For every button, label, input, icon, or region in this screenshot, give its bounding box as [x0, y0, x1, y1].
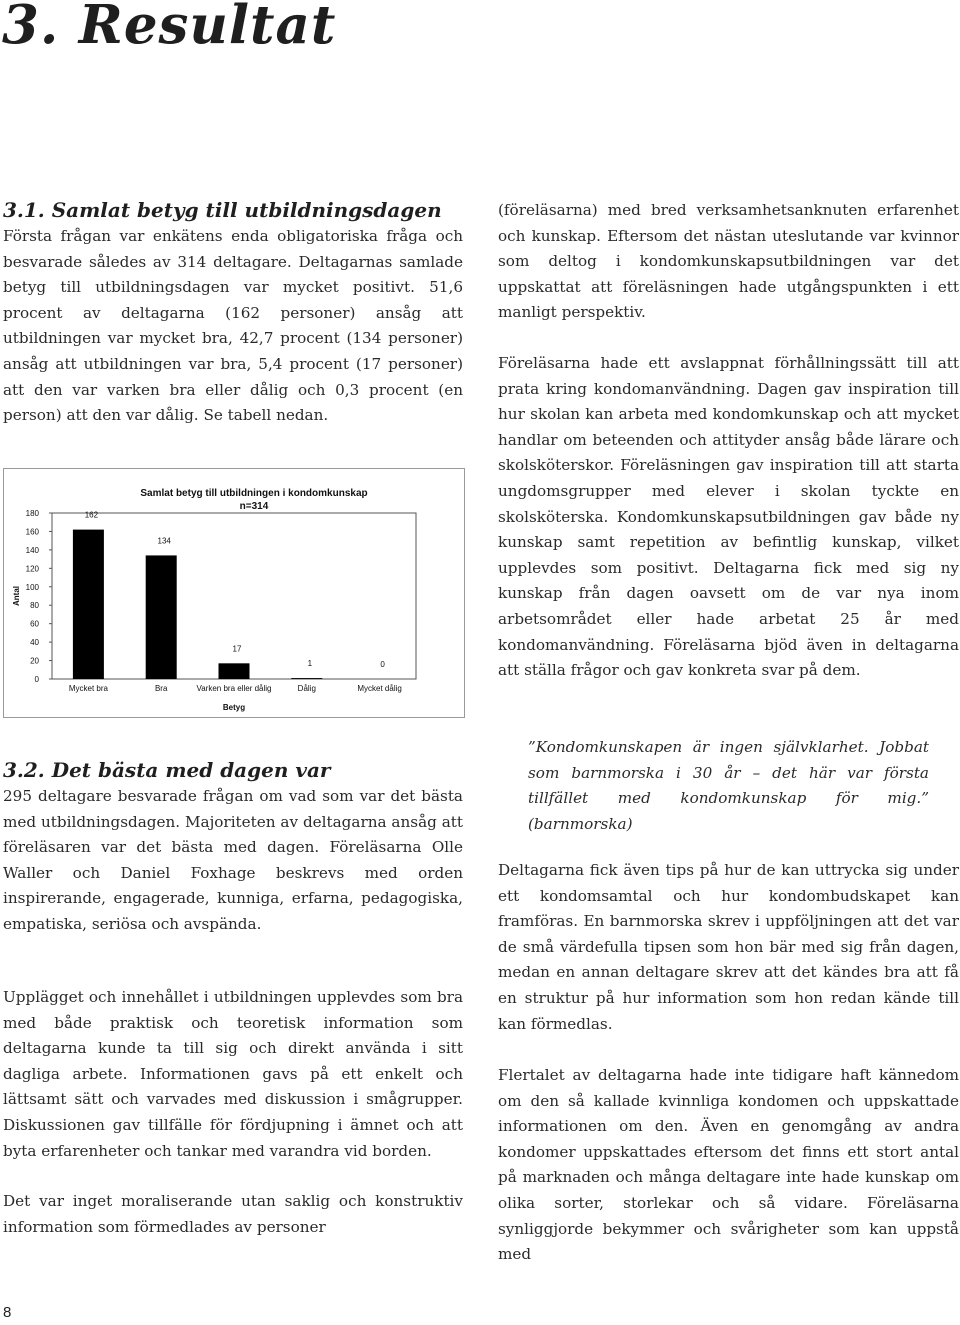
section-1-paragraph: Första frågan var enkätens enda obligatoriska fråga och besvarade således av 314 deltagare. Deltagarnas samlade betyg till utbildningsdagen var mycket positivt. 51,6 procent av deltagarna (162 personer) ansåg att utbildningen var mycket bra, 42,7 procent (134 personer) ansåg att utbildningen var bra, 5,4 procent (17 personer) att den var varken bra eller dålig och 0,3 procent (en person) att den var dålig. Se tabell nedan. [3, 227, 463, 425]
right-paragraph-2: Föreläsarna hade ett avslappnat förhållningssätt till att prata kring kondomanvändning. Dagen gav inspiration till hur skolan kan arbeta med kondomkunskap och att mycket handlar om beteenden och attityder ansåg både lärare och skolsköterskor. Föreläsningen gav inspiration till att starta ungdomsgrupper med elever i skolan tyckte en skolsköterska. Kondomkunskapsutbildningen gav både ny kunskap samt repetition av befintlig kunskap, vilket upplevdes som positivt. Deltagarna fick med sig ny kunskap från dagen oavsett om de var nya inom arbetsområdet eller hade arbetat 25 år med kondomanvändning. Föreläsarna bjöd även in deltagarna att ställa frågor och gav konkreta svar på dem. [498, 353, 959, 680]
section-2-paragraph-2: Upplägget och innehållet i utbildningen upplevdes som bra med både praktisk och teoretisk information som deltagarna kunde ta till sig och direkt använda i sitt dagliga arbete. Informationen gavs på ett enkelt och lättsamt sätt och varvades med diskussion i smågrupper. Diskussionen gav tillfälle för fördjupning i ämnet och att byta erfarenheter och tankar med varandra vid borden. [3, 988, 463, 1160]
y-tick-label: 0 [34, 675, 39, 684]
section-2 [3, 756, 463, 938]
page-title: 3. Resultat [2, 0, 337, 56]
data-label: 1 [307, 659, 313, 669]
quote-block [498, 735, 959, 837]
y-tick-label: 20 [30, 656, 39, 666]
y-axis-label: Antal [12, 586, 21, 606]
chart-title: Samlat betyg till utbildningen i kondomkunskap [140, 488, 368, 499]
y-tick-label: 140 [25, 545, 39, 555]
right-column-middle [498, 858, 959, 1037]
y-tick-label: 160 [25, 527, 39, 537]
x-tick-label: Varken bra eller dålig [196, 684, 272, 693]
bar [219, 663, 250, 679]
right-paragraph-3: Deltagarna fick även tips på hur de kan uttrycka sig under ett kondomsamtal och hur kondombudskapet kan framföras. En barnmorska skrev i uppföljningen att det var de små värdefulla tipsen som hon bär med sig från dagen, medan en annan deltagare skrev att det kändes bra att få en struktur på hur information som hon redan kände till kan förmedlas. [498, 861, 959, 1033]
section-1 [3, 196, 463, 429]
y-tick-label: 120 [25, 564, 39, 574]
y-tick-label: 80 [30, 601, 39, 611]
x-axis-label: Betyg [222, 703, 246, 712]
right-column-top [498, 198, 959, 684]
bar [146, 555, 177, 679]
x-tick-label: Dålig [297, 684, 316, 693]
plot-area [52, 510, 416, 679]
section-2-heading: 3.2. Det bästa med dagen var [3, 758, 331, 782]
chart-subtitle: n=314 [239, 501, 269, 512]
section-2-paragraph-1: 295 deltagare besvarade frågan om vad som var det bästa med utbildningsdagen. Majoriteten av deltagarna ansåg att föreläsaren var det bästa med dagen. Föreläsarna Olle Waller och Daniel Foxhage beskrevs med orden inspirerande, engagerade, kunniga, erfarna, pedagogiska, empatiska, seriösa och avspända. [3, 787, 463, 933]
data-label: 134 [157, 536, 171, 546]
right-paragraph-1: (föreläsarna) med bred verksamhetsanknuten erfarenhet och kunskap. Eftersom det nästan uteslutande var kvinnor som deltog i kondomkunskapsutbildningen var det uppskattat att föreläsningen hade utgångspunkten i ett manligt perspektiv. [498, 201, 959, 322]
section-1-heading: 3.1. Samlat betyg till utbildningsdagen [3, 198, 442, 222]
data-label: 0 [380, 660, 385, 669]
y-tick-label: 100 [25, 582, 39, 592]
y-tick-label: 40 [30, 638, 39, 648]
x-tick-label: Mycket bra [68, 684, 108, 693]
right-paragraph-4: Flertalet av deltagarna hade inte tidigare haft kännedom om den så kallade kvinnliga kondomen och uppskattade informationen om den. Även en genomgång av andra kondomer uppskattades eftersom det finns ett stort antal på marknaden och många deltagare inte hade kunskap om olika sorter, storlekar och så vidare. Föreläsarna synliggjorde bekymmer och svårigheter som kan uppstå med [498, 1066, 959, 1264]
right-column-bottom [498, 1063, 959, 1268]
quote-text: ”Kondomkunskapen är ingen självklarhet. Jobbat som barnmorska i 30 år – det här var första tillfället med kondomkunskap för mig.” (barnmorska) [528, 738, 929, 833]
bar-chart-svg [4, 469, 464, 717]
bar [291, 678, 322, 679]
bar-chart [3, 468, 465, 718]
section-2-continued [3, 985, 463, 1240]
x-tick-label: Bra [154, 684, 168, 693]
page-number: 8 [3, 1304, 12, 1321]
x-tick-label: Mycket dålig [357, 684, 402, 693]
bar [73, 530, 104, 679]
data-label: 17 [232, 644, 242, 654]
y-tick-label: 60 [30, 619, 39, 629]
section-2-paragraph-3: Det var inget moraliserande utan saklig och konstruktiv information som förmedlades av personer [3, 1192, 463, 1236]
y-tick-label: 180 [25, 509, 39, 518]
data-label: 162 [84, 510, 99, 520]
